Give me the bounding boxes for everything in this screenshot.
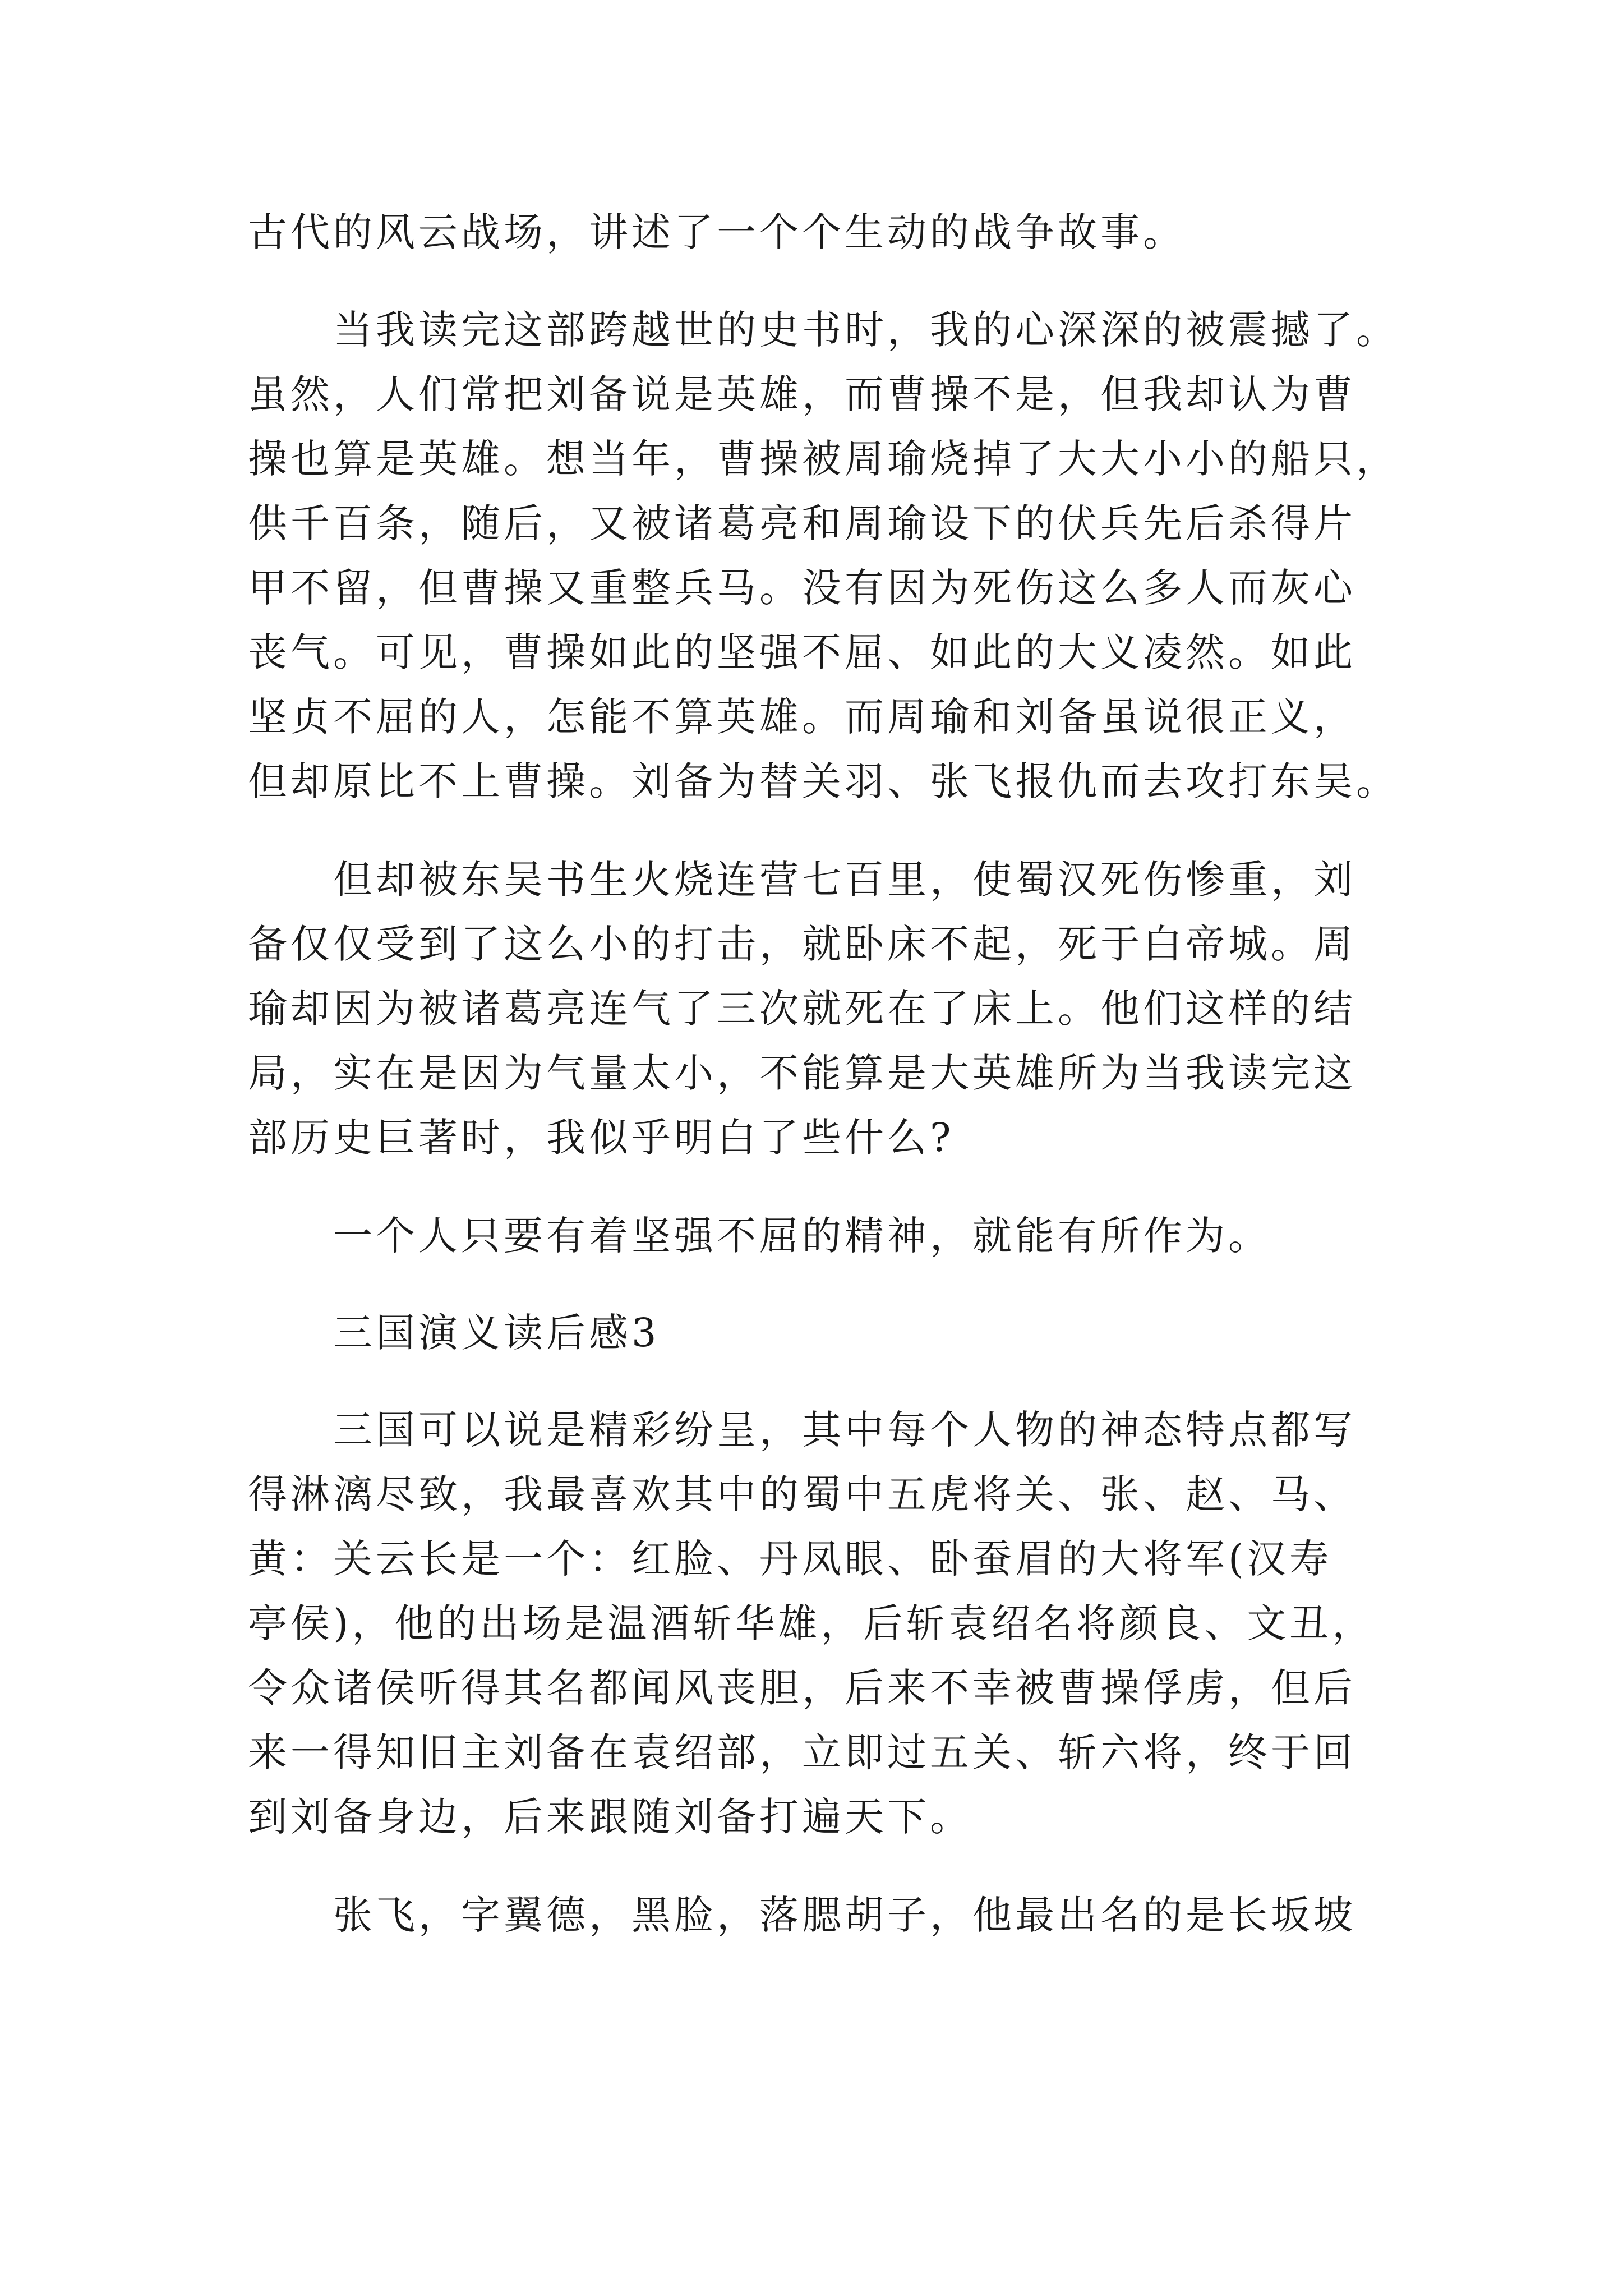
text-line: 亭侯)，他的出场是温酒斩华雄，后斩袁绍名将颜良、文丑， bbox=[248, 1600, 1375, 1646]
text-line: 古代的风云战场，讲述了一个个生动的战争故事。 bbox=[248, 209, 1186, 255]
text-line: 到刘备身边，后来跟随刘备打遍天下。 bbox=[248, 1794, 972, 1840]
paragraph-first-line: 三国可以说是精彩纷呈，其中每个人物的神态特点都写 bbox=[333, 1407, 1356, 1453]
text-line: 来一得知旧主刘备在袁绍部，立即过五关、斩六将，终于回 bbox=[248, 1729, 1356, 1775]
text-line: 操也算是英雄。想当年，曹操被周瑜烧掉了大大小小的船只， bbox=[248, 436, 1399, 482]
text-line: 丧气。可见，曹操如此的坚强不屈、如此的大义凌然。如此 bbox=[248, 629, 1356, 675]
paragraph-first-line: 一个人只要有着坚强不屈的精神，就能有所作为。 bbox=[333, 1213, 1271, 1259]
text-line: 令众诸侯听得其名都闻风丧胆，后来不幸被曹操俘虏，但后 bbox=[248, 1665, 1356, 1711]
text-line: 坚贞不屈的人，怎能不算英雄。而周瑜和刘备虽说很正义， bbox=[248, 694, 1356, 740]
text-line: 备仅仅受到了这么小的打击，就卧床不起，死于白帝城。周 bbox=[248, 921, 1356, 967]
text-line: 得淋漓尽致，我最喜欢其中的蜀中五虎将关、张、赵、马、 bbox=[248, 1471, 1356, 1517]
text-line: 局，实在是因为气量太小，不能算是大英雄所为当我读完这 bbox=[248, 1050, 1356, 1096]
text-line: 黄：关云长是一个：红脸、丹凤眼、卧蚕眉的大将军(汉寿 bbox=[248, 1536, 1332, 1582]
text-line: 供千百条，随后，又被诸葛亮和周瑜设下的伏兵先后杀得片 bbox=[248, 500, 1356, 546]
text-line: 但却原比不上曹操。刘备为替关羽、张飞报仇而去攻打东吴。 bbox=[248, 758, 1399, 804]
section-heading: 三国演义读后感3 bbox=[333, 1310, 660, 1356]
paragraph-first-line: 张飞，字翼德，黑脸，落腮胡子，他最出名的是长坂坡 bbox=[333, 1892, 1356, 1938]
paragraph-first-line: 当我读完这部跨越世的史书时，我的心深深的被震撼了。 bbox=[333, 307, 1399, 353]
text-line: 瑜却因为被诸葛亮连气了三次就死在了床上。他们这样的结 bbox=[248, 986, 1356, 1032]
text-line: 虽然，人们常把刘备说是英雄，而曹操不是，但我却认为曹 bbox=[248, 371, 1356, 417]
text-line: 甲不留，但曹操又重整兵马。没有因为死伤这么多人而灰心 bbox=[248, 565, 1356, 611]
text-line: 部历史巨著时，我似乎明白了些什么? bbox=[248, 1115, 955, 1161]
paragraph-first-line: 但却被东吴书生火烧连营七百里，使蜀汉死伤惨重，刘 bbox=[333, 857, 1356, 903]
